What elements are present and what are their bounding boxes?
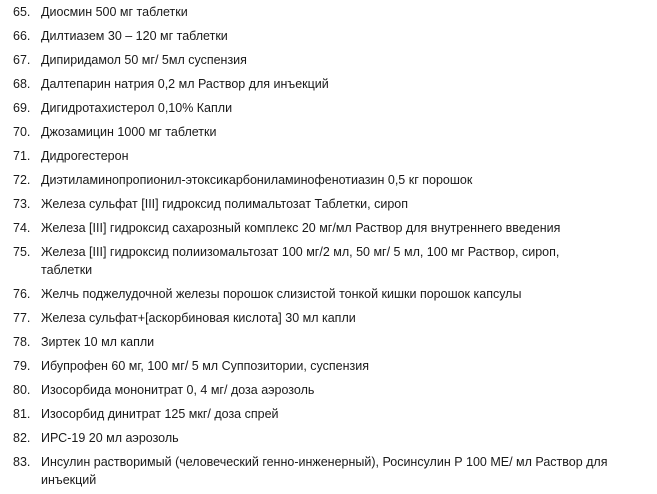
item-text: Изосорбид динитрат 125 мкг/ доза спрей <box>41 407 279 421</box>
item-text: Диосмин 500 мг таблетки <box>41 5 188 19</box>
item-text: Джозамицин 1000 мг таблетки <box>41 125 217 139</box>
item-text: Дидрогестерон <box>41 149 129 163</box>
item-text: ИРС-19 20 мл аэрозоль <box>41 431 179 445</box>
item-number: 74. <box>13 221 31 235</box>
item-text: Дигидротахистерол 0,10% Капли <box>41 101 233 115</box>
item-number: 83. <box>13 455 31 469</box>
item-text: Зиртек 10 мл капли <box>41 335 155 349</box>
item-text: Железа сульфат+[аскорбиновая кислота] 30 мл капли <box>41 311 356 325</box>
item-number: 71. <box>13 149 31 163</box>
item-number: 77. <box>13 311 31 325</box>
item-number: 82. <box>13 431 31 445</box>
item-text: Железа [III] гидроксид сахарозный комплекс 20 мг/мл Раствор для внутреннего введения <box>41 221 561 235</box>
item-text: Желчь поджелудочной железы порошок слизистой тонкой кишки порошок капсулы <box>41 287 522 301</box>
item-number: 79. <box>13 359 31 373</box>
item-number: 72. <box>13 173 31 187</box>
item-text: Изосорбида мононитрат 0, 4 мг/ доза аэрозоль <box>41 383 315 397</box>
item-text: Инсулин растворимый (человеческий генно-инженерный), Росинсулин Р 100 МЕ/ мл Раствор для инъекций <box>41 455 608 487</box>
item-number: 78. <box>13 335 31 349</box>
item-number: 75. <box>13 245 31 259</box>
item-number: 69. <box>13 101 31 115</box>
item-text: Железа [III] гидроксид полиизомальтозат 100 мг/2 мл, 50 мг/ 5 мл, 100 мг Раствор, сироп, таблетки <box>41 245 560 277</box>
item-text: Дипиридамол 50 мг/ 5мл суспензия <box>41 53 247 67</box>
item-text: Ибупрофен 60 мг, 100 мг/ 5 мл Суппозитории, суспензия <box>41 359 370 373</box>
item-number: 81. <box>13 407 31 421</box>
item-number: 68. <box>13 77 31 91</box>
item-number: 65. <box>13 5 31 19</box>
item-number: 76. <box>13 287 31 301</box>
item-text: Дилтиазем 30 – 120 мг таблетки <box>41 29 228 43</box>
item-number: 67. <box>13 53 31 67</box>
item-number: 73. <box>13 197 31 211</box>
item-text: Железа сульфат [III] гидроксид полимальтозат Таблетки, сироп <box>41 197 409 211</box>
item-number: 66. <box>13 29 31 43</box>
item-text: Далтепарин натрия 0,2 мл Раствор для инъекций <box>41 77 329 91</box>
item-number: 70. <box>13 125 31 139</box>
item-text: Диэтиламинопропионил-этоксикарбониламинофенотиазин 0,5 кг порошок <box>41 173 473 187</box>
item-number: 80. <box>13 383 31 397</box>
